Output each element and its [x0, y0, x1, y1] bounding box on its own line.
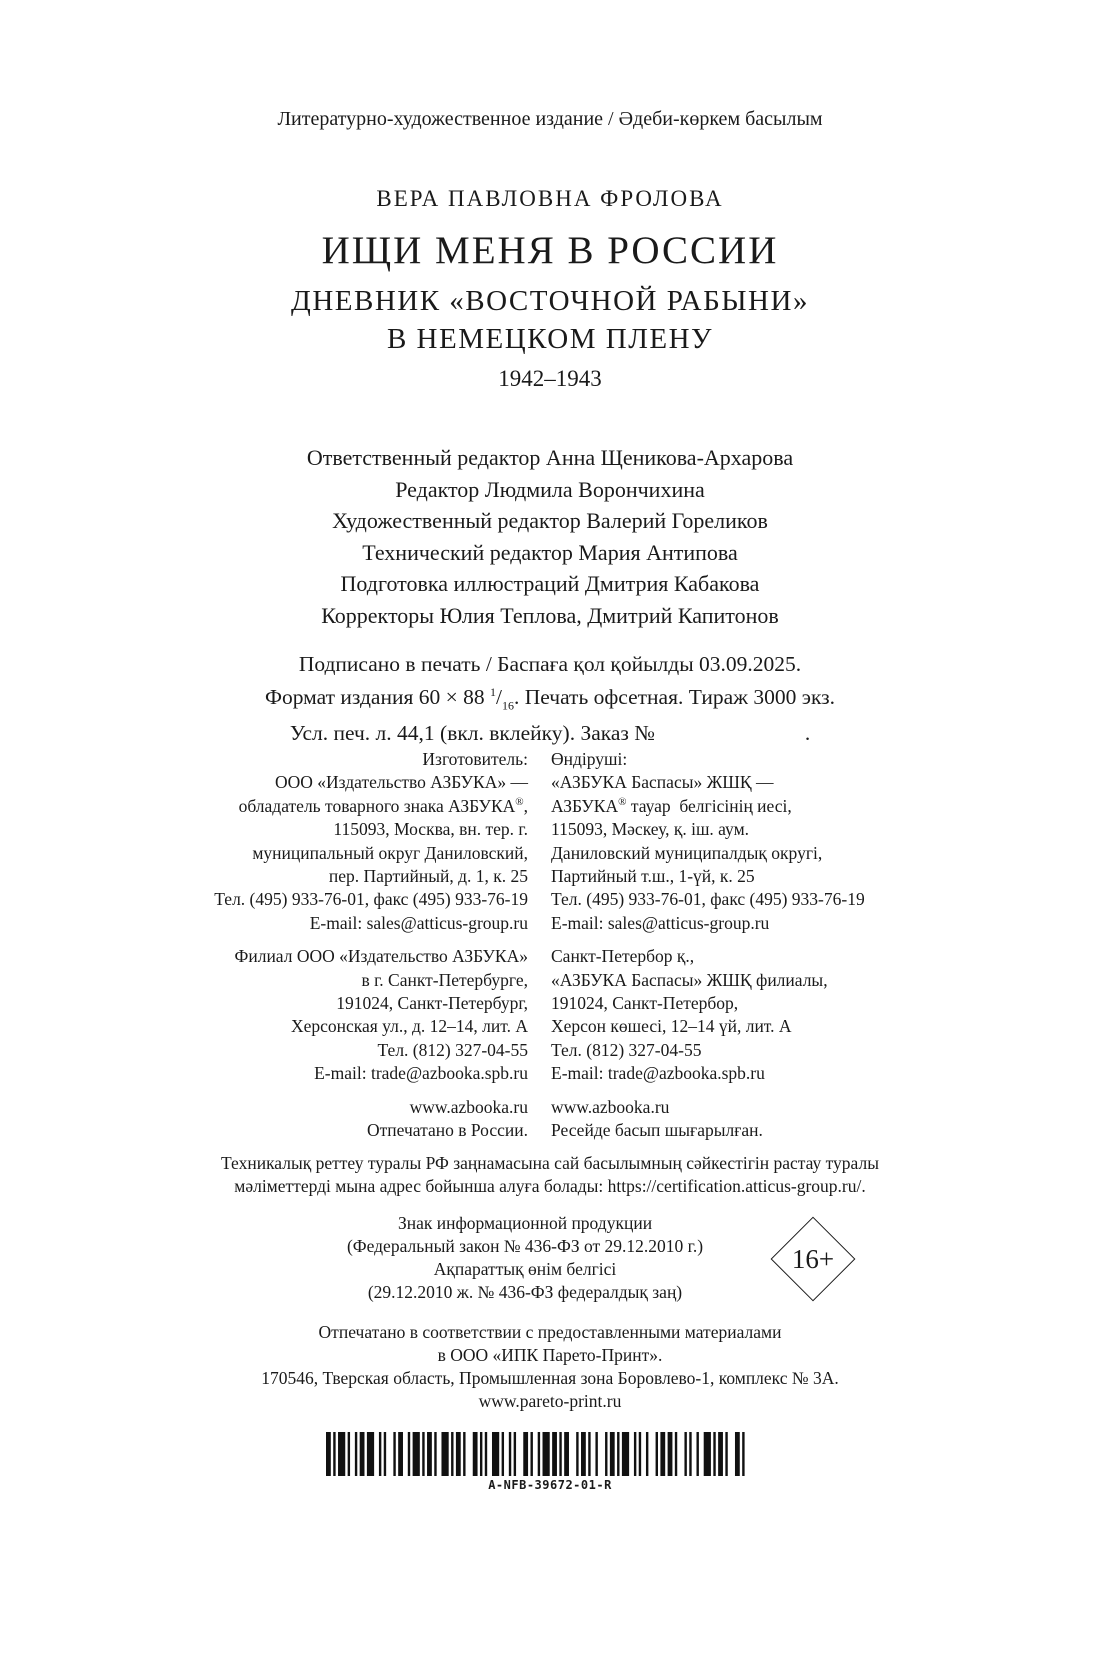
barcode-bar: [735, 1432, 740, 1476]
credit-line: Ответственный редактор Анна Щеникова-Архарова: [306, 445, 794, 470]
format-text: Формат издания 60 × 88: [264, 685, 490, 710]
info-sign-line: (29.12.2010 ж. № 436-ФЗ федералдық заң): [367, 1282, 683, 1302]
branch-ru-line: E-mail: trade@azbooka.spb.ru: [314, 1063, 528, 1084]
book-title: ИЩИ МЕНЯ В РОССИИ: [321, 229, 779, 272]
barcode-bar: [689, 1432, 691, 1476]
age-rating: 16+: [791, 1244, 835, 1274]
barcode-bar: [581, 1432, 586, 1476]
subtitle-line: В НЕМЕЦКОМ ПЛЕНУ: [386, 323, 714, 355]
column-kazakh: [551, 748, 1071, 1153]
web-ru-line: www.azbooka.ru: [409, 1096, 528, 1117]
barcode-bar: [514, 1432, 516, 1476]
barcode-bar: [451, 1432, 453, 1476]
print-info: [0, 650, 1100, 747]
edition-type: Литературно-художественное издание / Әдеби-көркем басылым: [277, 108, 823, 130]
barcode-bar: [492, 1432, 499, 1476]
branch-kz-line: E-mail: trade@azbooka.spb.ru: [551, 1063, 765, 1084]
mfr-kz-line: «АЗБУКА Баспасы» ЖШҚ —: [551, 772, 774, 793]
barcode-bar: [393, 1432, 395, 1476]
barcode-bar: [610, 1432, 615, 1476]
mfr-kz-line: E-mail: sales@atticus-group.ru: [551, 912, 770, 933]
mfr-ru-line: Изготовитель:: [422, 749, 528, 769]
barcode-bar: [434, 1432, 436, 1476]
column-russian: [0, 748, 528, 1153]
credit-line: Корректоры Юлия Теплова, Дмитрий Капитонов: [321, 602, 779, 628]
mfr-kz-line: Даниловский муниципалдық округі,: [551, 842, 823, 863]
barcode-bar: [348, 1432, 350, 1476]
printer-info: [0, 1321, 1100, 1413]
manufacturer-ru: [0, 748, 528, 935]
mfr-kz-line: Партийный т.ш., 1-үй, к. 25: [551, 866, 755, 887]
credit-line: Подготовка иллюстраций Дмитрия Кабакова: [340, 571, 760, 596]
printer-line: Отпечатано в соответствии с предоставленными материалами: [318, 1322, 782, 1342]
barcode-bar: [427, 1432, 432, 1476]
mfr-kz-line: Өндіруші:: [551, 749, 628, 769]
barcode-bar: [480, 1432, 482, 1476]
barcode-bar: [413, 1432, 420, 1476]
web-ru-line: Отпечатано в России.: [367, 1120, 528, 1141]
barcode-bar: [379, 1432, 381, 1476]
printer-line: www.pareto-print.ru: [478, 1391, 622, 1411]
sheets-end: .: [804, 721, 811, 746]
barcode-bar: [326, 1432, 331, 1476]
branch-ru-line: Филиал ООО «Издательство АЗБУКА»: [234, 946, 528, 967]
mfr-ru-line: Тел. (495) 933-76-01, факс (495) 933-76-19: [214, 889, 528, 910]
credit-line: Редактор Людмила Ворончихина: [395, 476, 705, 502]
credits-list: [0, 442, 1100, 631]
barcode-bar: [360, 1432, 365, 1476]
barcode-bar: [718, 1432, 723, 1476]
barcode-bar: [509, 1432, 511, 1476]
print-signed: Подписано в печать / Баспаға қол қойылды 03.09.2025.: [298, 652, 802, 676]
branch-kz: [551, 945, 1071, 1085]
mfr-kz-line: Тел. (495) 933-76-01, факс (495) 933-76-19: [551, 889, 865, 910]
author-name: ВЕРА ПАВЛОВНА ФРОЛОВА: [376, 186, 724, 211]
barcode-bar: [523, 1432, 528, 1476]
registered-mark: ®: [515, 795, 524, 808]
web-ru: [0, 1096, 528, 1143]
barcode-bar: [660, 1432, 665, 1476]
certification-line: Техникалық реттеу туралы РФ заңнамасына сай басылымның сәйкестігін растау туралы: [221, 1153, 879, 1173]
barcode-bar: [704, 1432, 711, 1476]
credit-line: Художественный редактор Валерий Гореликов: [332, 508, 768, 533]
barcode-bar: [646, 1432, 648, 1476]
barcode-bar: [564, 1432, 569, 1476]
branch-kz-line: Тел. (812) 327-04-55: [551, 1039, 702, 1060]
barcode-bar: [333, 1432, 335, 1476]
web-kz: [551, 1096, 1071, 1143]
barcode-icon: [326, 1432, 747, 1476]
format-fraction-denominator: 16: [501, 698, 514, 713]
subtitle-line: ДНЕВНИК «ВОСТОЧНОЙ РАБЫНИ»: [291, 285, 809, 317]
barcode-bar: [696, 1432, 698, 1476]
format-fraction-numerator: 1: [489, 685, 496, 699]
barcode-bar: [367, 1432, 374, 1476]
info-sign-line: Знак информационной продукции: [397, 1213, 653, 1233]
barcode-bar: [530, 1432, 532, 1476]
barcode-bar: [588, 1432, 590, 1476]
barcode-bar: [668, 1432, 673, 1476]
barcode-bar: [502, 1432, 504, 1476]
barcode-bar: [384, 1432, 386, 1476]
barcode-bar: [398, 1432, 403, 1476]
branch-ru-line: в г. Санкт-Петербурге,: [361, 969, 528, 990]
barcode-bar: [675, 1432, 677, 1476]
sheets-text: Усл. печ. л. 44,1 (вкл. вклейку). Заказ №: [289, 721, 655, 746]
barcode-bar: [338, 1432, 345, 1476]
barcode-text: A-NFB-39672-01-R: [488, 1478, 612, 1492]
barcode-bar: [456, 1432, 461, 1476]
barcode-bar: [725, 1432, 727, 1476]
branch-ru: [0, 945, 528, 1085]
manufacturer-kz: [551, 748, 1071, 935]
web-kz-line: Ресейде басып шығарылған.: [551, 1120, 763, 1141]
format-text-post: . Печать офсетная. Тираж 3000 экз.: [513, 685, 835, 710]
branch-ru-line: Тел. (812) 327-04-55: [377, 1039, 528, 1060]
barcode-bar: [622, 1432, 629, 1476]
barcode-bar: [595, 1432, 597, 1476]
barcode-bar: [408, 1432, 410, 1476]
years: 1942–1943: [498, 366, 602, 391]
mfr-ru-line: пер. Партийный, д. 1, к. 25: [328, 866, 528, 887]
mfr-ru-text: обладатель товарного знака АЗБУКА: [238, 795, 516, 816]
barcode-bar: [552, 1432, 557, 1476]
branch-kz-line: «АЗБУКА Баспасы» ЖШҚ филиалы,: [551, 969, 828, 990]
barcode-bar: [576, 1432, 578, 1476]
barcode-bar: [559, 1432, 561, 1476]
barcode-bar: [713, 1432, 715, 1476]
branch-kz-line: 191024, Санкт-Петербор,: [551, 993, 739, 1014]
barcode-bar: [355, 1432, 357, 1476]
mfr-kz-line: 115093, Мәскеу, қ. іш. аум.: [551, 819, 750, 840]
certification-note: [0, 1152, 1100, 1198]
print-sheets: [0, 719, 1100, 747]
branch-ru-line: Херсонская ул., д. 12–14, лит. А: [290, 1016, 528, 1037]
mfr-ru-line: [0, 795, 528, 818]
branch-kz-line: Херсон көшесі, 12–14 үй, лит. А: [551, 1016, 792, 1037]
mfr-kz-text: АЗБУКА: [551, 795, 619, 816]
book-subtitle: [0, 282, 1100, 358]
certification-line: мәліметтерді мына адрес бойынша алуға болады: https://certification.atticus-group.ru/.: [234, 1176, 866, 1196]
barcode-bar: [463, 1432, 465, 1476]
barcode-bar: [656, 1432, 658, 1476]
barcode-bar: [441, 1432, 448, 1476]
age-rating-badge: [770, 1216, 856, 1302]
info-sign-line: (Федеральный закон № 436-ФЗ от 29.12.2010 г.): [346, 1236, 704, 1256]
barcode-bar: [605, 1432, 607, 1476]
barcode-bar: [473, 1432, 478, 1476]
registered-mark: ®: [618, 795, 627, 808]
branch-ru-line: 191024, Санкт-Петербург,: [336, 993, 528, 1014]
print-format: Формат издания 60 × 88 $^1/_{16}$. Печать офсетная. Тираж 3000 экз.: [264, 685, 835, 713]
printer-line: 170546, Тверская область, Промышленная зона Боровлево-1, комплекс № 3А.: [261, 1368, 839, 1388]
mfr-ru-comma: ,: [523, 795, 528, 816]
web-kz-line: www.azbooka.ru: [551, 1096, 670, 1117]
info-sign-line: Ақпараттық өнім белгісі: [433, 1259, 617, 1279]
barcode-bar: [538, 1432, 540, 1476]
barcode-bar: [634, 1432, 636, 1476]
branch-kz-line: Санкт-Петербор қ.,: [551, 946, 695, 967]
mfr-kz-line: [551, 795, 1071, 818]
barcode-bar: [639, 1432, 641, 1476]
barcode-bar: [485, 1432, 487, 1476]
barcode-bar: [742, 1432, 744, 1476]
barcode-bar: [617, 1432, 619, 1476]
barcode-bar: [543, 1432, 550, 1476]
mfr-kz-text: тауар белгісінің иесі,: [626, 795, 792, 816]
mfr-ru-line: 115093, Москва, вн. тер. г.: [333, 819, 528, 840]
mfr-ru-line: ООО «Издательство АЗБУКА» —: [274, 772, 528, 793]
printer-line: в ООО «ИПК Парето-Принт».: [437, 1345, 663, 1365]
barcode-bar: [422, 1432, 424, 1476]
credit-line: Технический редактор Мария Антипова: [362, 539, 738, 565]
barcode-bar: [684, 1432, 686, 1476]
mfr-ru-line: E-mail: sales@atticus-group.ru: [309, 912, 528, 933]
mfr-ru-line: муниципальный округ Даниловский,: [252, 842, 528, 863]
info-product-sign: [250, 1212, 800, 1304]
